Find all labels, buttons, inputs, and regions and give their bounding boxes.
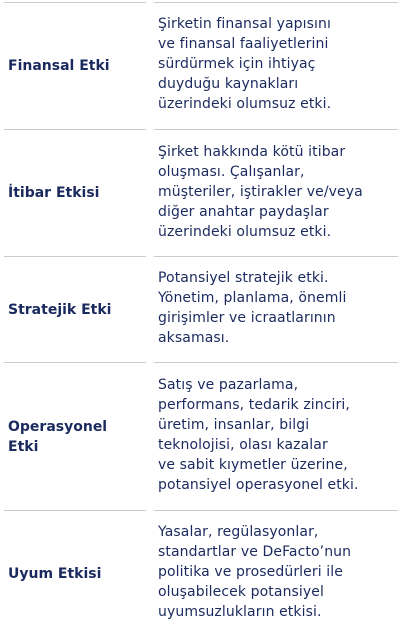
label-text-block bbox=[8, 417, 107, 457]
description-line: aksaması. bbox=[158, 330, 230, 346]
description-line: diğer anahtar paydaşlar bbox=[158, 204, 329, 220]
label-text: Uyum Etkisi bbox=[8, 566, 102, 582]
row-divider bbox=[154, 256, 398, 257]
description-line: üzerindeki olumsuz etki. bbox=[158, 224, 332, 240]
description-line: Şirketin finansal yapısını bbox=[158, 16, 331, 32]
description-line: performans, tedarik zinciri, bbox=[158, 397, 350, 413]
description-financial-impact bbox=[158, 14, 398, 114]
description-line: sürdürmek için ihtiyaç bbox=[158, 56, 316, 72]
description-line: ve sabit kıymetler üzerine, bbox=[158, 457, 348, 473]
description-operational-impact bbox=[158, 375, 398, 495]
row-divider bbox=[154, 510, 398, 511]
description-compliance-impact bbox=[158, 522, 398, 622]
description-line: politika ve prosedürleri ile bbox=[158, 564, 343, 580]
description-line: standartlar ve DeFacto’nun bbox=[158, 544, 352, 560]
label-text: İtibar Etkisi bbox=[8, 185, 100, 201]
label-strategic-impact bbox=[4, 256, 146, 363]
label-financial-impact bbox=[4, 2, 146, 130]
description-strategic-impact bbox=[158, 268, 398, 348]
description-line: teknolojisi, olası kazalar bbox=[158, 437, 328, 453]
description-line: oluşması. Çalışanlar, bbox=[158, 164, 305, 180]
description-reputation-impact bbox=[158, 142, 398, 242]
label-text: Stratejik Etki bbox=[8, 301, 112, 318]
description-line: Yönetim, planlama, önemli bbox=[158, 290, 347, 306]
label-operational-impact bbox=[4, 362, 146, 511]
label-reputation-impact bbox=[4, 129, 146, 257]
description-line: potansiyel operasyonel etki. bbox=[158, 477, 359, 493]
row-divider bbox=[154, 129, 398, 130]
description-line: oluşabilecek potansiyel bbox=[158, 584, 325, 600]
description-line: Yasalar, regülasyonlar, bbox=[158, 524, 319, 540]
description-line: Şirket hakkında kötü itibar bbox=[158, 144, 346, 160]
description-line: ve finansal faaliyetlerini bbox=[158, 36, 329, 52]
row-divider bbox=[154, 362, 398, 363]
description-line: Potansiyel stratejik etki. bbox=[158, 270, 329, 286]
description-line: müşteriler, iştirakler ve/veya bbox=[158, 184, 363, 200]
description-line: girişimler ve icraatlarının bbox=[158, 310, 336, 326]
description-line: uyumsuzlukların etkisi. bbox=[158, 604, 322, 620]
description-line: Satış ve pazarlama, bbox=[158, 377, 299, 393]
label-text: Operasyonel bbox=[8, 418, 108, 435]
label-text: Finansal Etki bbox=[8, 58, 110, 74]
description-line: üzerindeki olumsuz etki. bbox=[158, 96, 332, 112]
description-line: duyduğu kaynakları bbox=[158, 76, 299, 92]
description-line: üretim, insanlar, bilgi bbox=[158, 417, 310, 433]
row-divider bbox=[154, 2, 398, 3]
label-text: Etki bbox=[8, 438, 39, 455]
label-compliance-impact bbox=[4, 510, 146, 638]
